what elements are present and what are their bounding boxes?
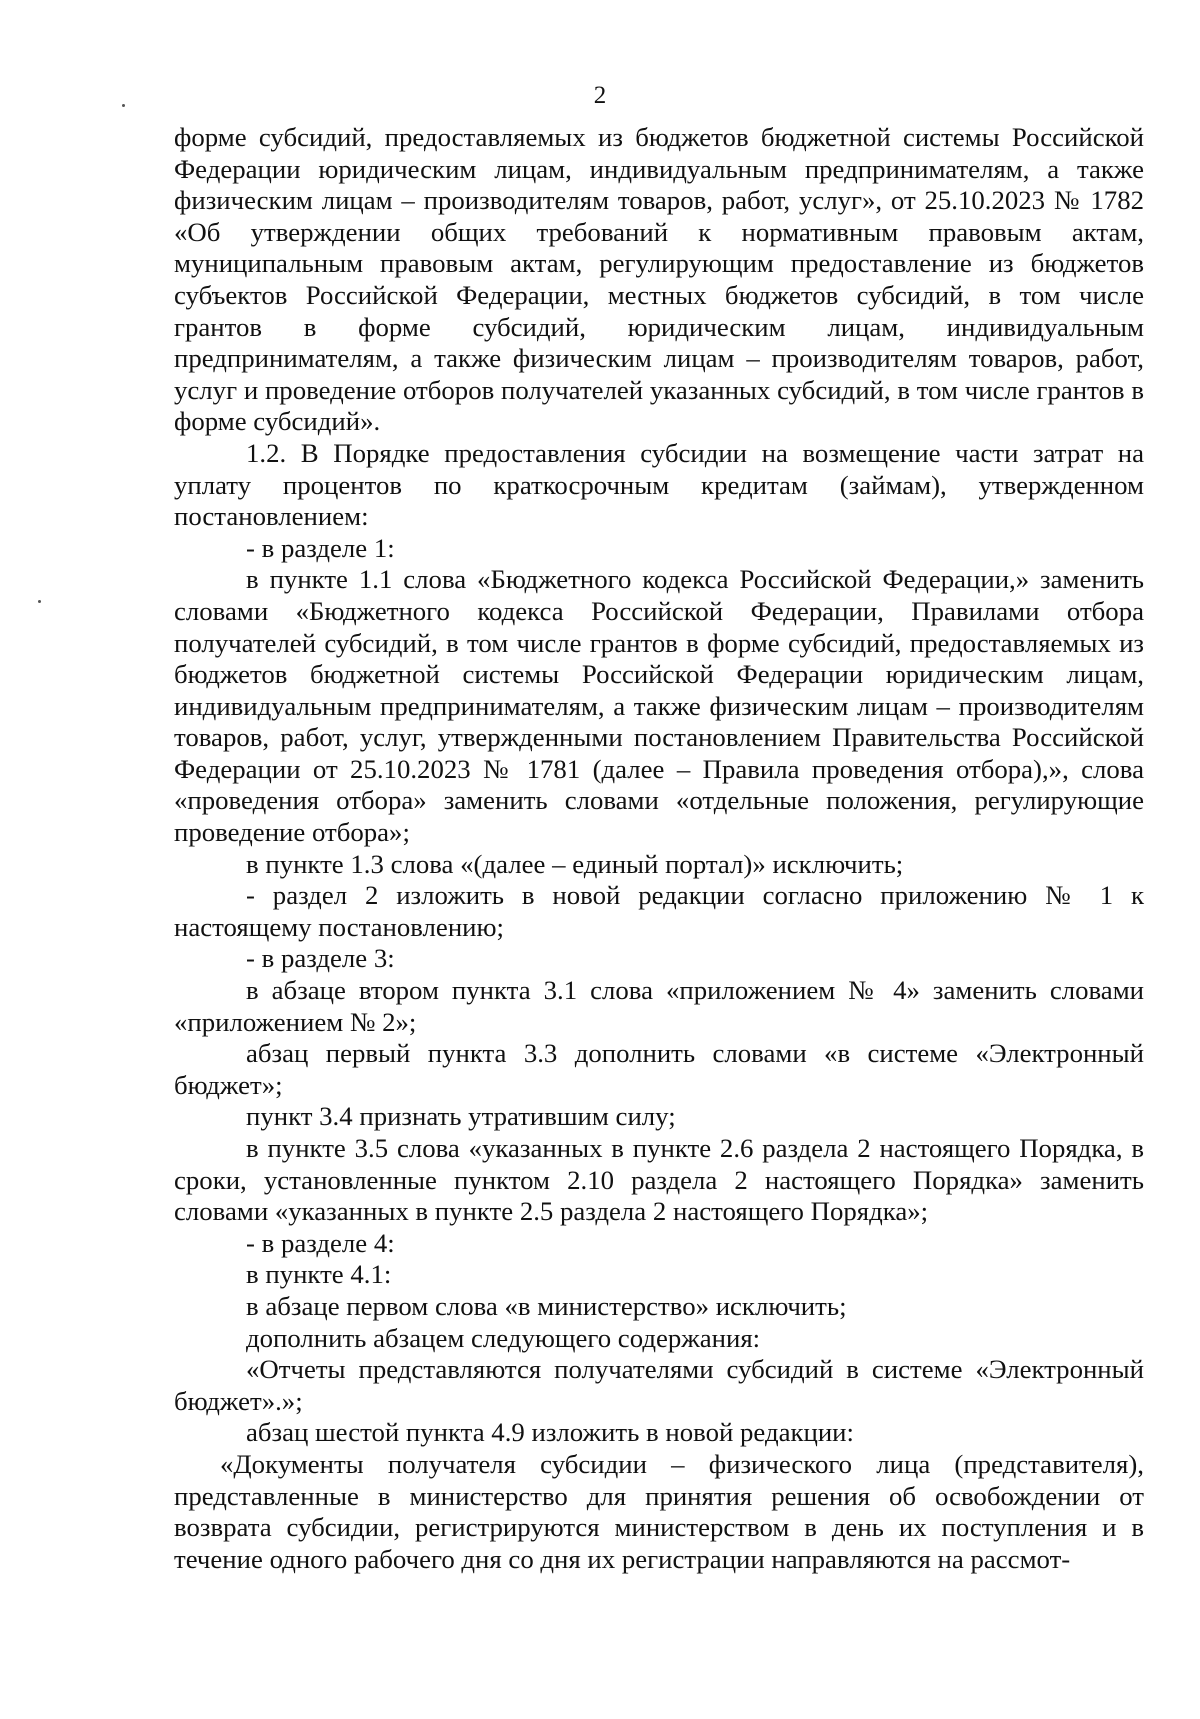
paragraph-point-1-1: в пункте 1.1 слова «Бюджетного кодекса Российской Федерации,» заменить словами «Бюджетного кодекса Российской Федерации, Правилами отбора получателей субсидий, в том числе грантов в форме субсидий, предоставляемых из бюджетов бюджетной системы Российской Федерации юридическим лицам, индивидуальным предпринимателям, а также физическим лицам – производителям товаров, работ, услуг, утвержденными постановлением Правительства Российской Федерации от 25.10.2023 № 1781 (далее – Правила проведения отбора),», слова «проведения отбора» заменить словами «отдельные положения, регулирующие проведение отбора»; bbox=[174, 564, 1144, 848]
paragraph-clause-1-2: 1.2. В Порядке предоставления субсидии на возмещение части затрат на уплату процентов по краткосрочным кредитам (займам), утвержденном постановлением: bbox=[174, 437, 1144, 532]
paragraph-point-4-9: абзац шестой пункта 4.9 изложить в новой редакции: bbox=[246, 1417, 854, 1448]
paragraph-section-2: - раздел 2 изложить в новой редакции согласно приложению № 1 к настоящему постановлению; bbox=[174, 880, 1144, 942]
paragraph-section-3: - в разделе 3: bbox=[246, 943, 395, 974]
scan-speck bbox=[38, 600, 41, 603]
paragraph-point-4-1-add: дополнить абзацем следующего содержания: bbox=[246, 1322, 761, 1353]
document-body bbox=[174, 122, 1144, 1575]
paragraph-point-3-1: в абзаце втором пункта 3.1 слова «приложением № 4» заменить словами «приложением № 2»; bbox=[174, 975, 1144, 1037]
paragraph-quote-documents: «Документы получателя субсидии – физического лица (представителя), представленные в министерство для принятия решения об освобождении от возврата субсидии, регистрируются министерством в день их поступления и в течение одного рабочего дня со дня их регистрации направляются на рассмот- bbox=[174, 1448, 1144, 1574]
paragraph-point-1-3: в пункте 1.3 слова «(далее – единый портал)» исключить; bbox=[246, 848, 904, 879]
paragraph-point-4-1-first: в абзаце первом слова «в министерство» исключить; bbox=[246, 1290, 847, 1321]
paragraph-section-1: - в разделе 1: bbox=[246, 532, 395, 563]
paragraph-point-3-5: в пункте 3.5 слова «указанных в пункте 2.6 раздела 2 настоящего Порядка, в сроки, установленные пунктом 2.10 раздела 2 настоящего Порядка» заменить словами «указанных в пункте 2.5 раздела 2 настоящего Порядка»; bbox=[174, 1133, 1144, 1227]
paragraph-point-4-1: в пункте 4.1: bbox=[246, 1259, 392, 1290]
paragraph-point-3-3: абзац первый пункта 3.3 дополнить словами «в системе «Электронный бюджет»; bbox=[174, 1038, 1144, 1100]
paragraph-section-4: - в разделе 4: bbox=[246, 1227, 395, 1258]
paragraph-point-3-4: пункт 3.4 признать утратившим силу; bbox=[246, 1101, 676, 1132]
paragraph-quote-reports: «Отчеты представляются получателями субсидий в системе «Электронный бюджет».»; bbox=[174, 1354, 1144, 1416]
page-number: 2 bbox=[593, 82, 607, 109]
paragraph-continuation: форме субсидий, предоставляемых из бюджетов бюджетной системы Российской Федерации юридическим лицам, индивидуальным предпринимателям, а также физическим лицам – производителям товаров, работ, услуг», от 25.10.2023 № 1782 «Об утверждении общих требований к нормативным правовым актам, муниципальным правовым актам, регулирующим предоставление из бюджетов субъектов Российской Федерации, местных бюджетов субсидий, в том числе грантов в форме субсидий, юридическим лицам, индивидуальным предпринимателям, а также физическим лицам – производителям товаров, работ, услуг и проведение отборов получателей указанных субсидий, в том числе грантов в форме субсидий». bbox=[174, 122, 1144, 437]
